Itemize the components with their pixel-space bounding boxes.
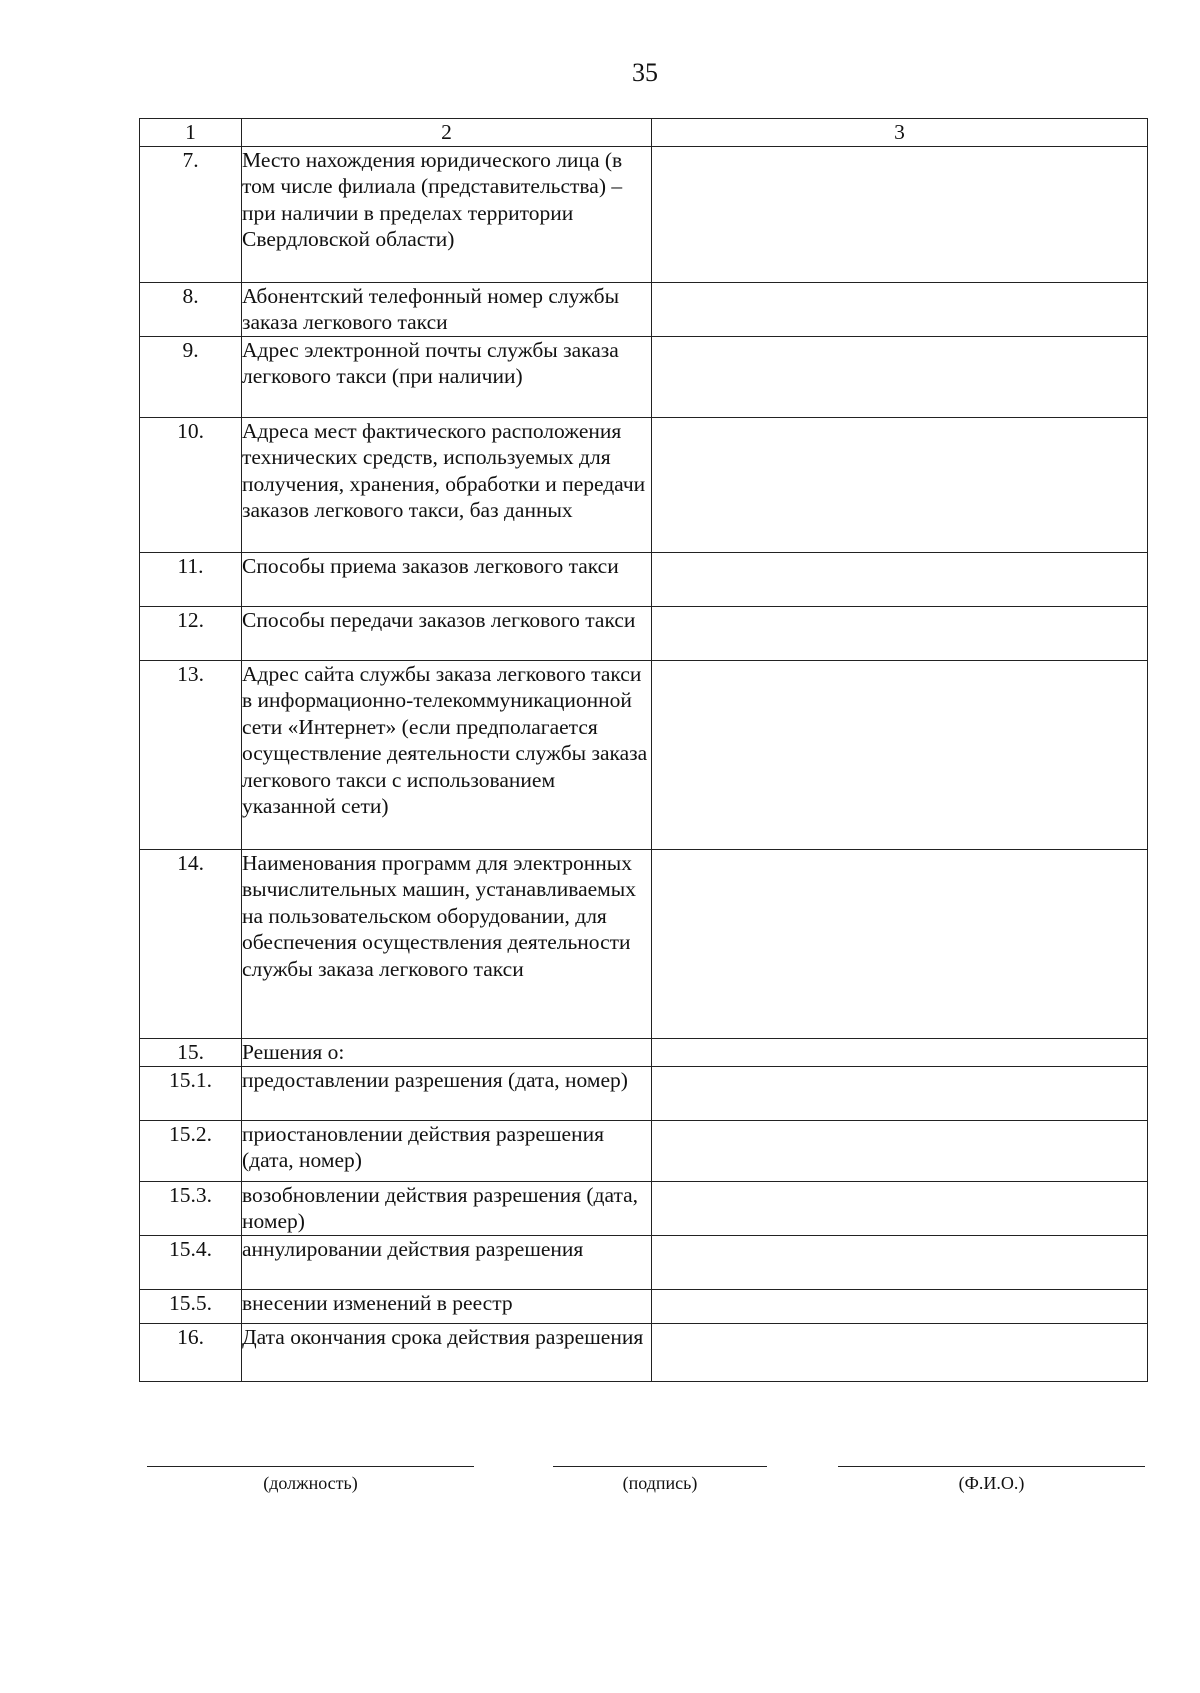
signature-block	[0, 1466, 1200, 1526]
row-number: 9.	[140, 336, 242, 417]
row-value	[652, 552, 1148, 606]
row-label: Адрес электронной почты службы заказа легкового такси (при наличии)	[242, 336, 652, 417]
table-row	[140, 552, 1148, 606]
row-number: 15.	[140, 1038, 242, 1066]
row-label: Решения о:	[242, 1038, 652, 1066]
table-row	[140, 1235, 1148, 1289]
registry-table	[139, 118, 1148, 1382]
row-value	[652, 1066, 1148, 1120]
signature-line: (подпись)	[553, 1466, 767, 1494]
row-value	[652, 282, 1148, 336]
row-number: 15.5.	[140, 1289, 242, 1323]
row-number: 14.	[140, 849, 242, 1038]
table-header-row	[140, 119, 1148, 147]
table-row	[140, 849, 1148, 1038]
column-header-2: 2	[242, 119, 652, 147]
row-label: Место нахождения юридического лица (в том числе филиала (представительства) – при наличии в пределах территории Свердловской области)	[242, 146, 652, 282]
row-number: 16.	[140, 1323, 242, 1381]
row-label: приостановлении действия разрешения (дата, номер)	[242, 1120, 652, 1181]
row-label: внесении изменений в реестр	[242, 1289, 652, 1323]
row-value	[652, 1323, 1148, 1381]
table-row	[140, 1066, 1148, 1120]
row-number: 15.3.	[140, 1181, 242, 1235]
table-row	[140, 1181, 1148, 1235]
row-number: 13.	[140, 660, 242, 849]
row-value	[652, 146, 1148, 282]
row-value	[652, 1120, 1148, 1181]
row-number: 10.	[140, 417, 242, 552]
row-number: 12.	[140, 606, 242, 660]
row-number: 7.	[140, 146, 242, 282]
row-value	[652, 1181, 1148, 1235]
row-label: Абонентский телефонный номер службы заказа легкового такси	[242, 282, 652, 336]
table-row	[140, 146, 1148, 282]
full-name-signature-line: (Ф.И.О.)	[838, 1466, 1145, 1494]
table-row	[140, 1289, 1148, 1323]
position-signature-line: (должность)	[147, 1466, 474, 1494]
table-row	[140, 417, 1148, 552]
row-value	[652, 417, 1148, 552]
row-number: 11.	[140, 552, 242, 606]
row-label: Дата окончания срока действия разрешения	[242, 1323, 652, 1381]
row-value	[652, 1235, 1148, 1289]
row-number: 15.2.	[140, 1120, 242, 1181]
row-label: Способы приема заказов легкового такси	[242, 552, 652, 606]
table-row	[140, 606, 1148, 660]
row-value	[652, 849, 1148, 1038]
row-label: Адреса мест фактического расположения технических средств, используемых для получения, хранения, обработки и передачи заказов легкового такси, баз данных	[242, 417, 652, 552]
row-label: Адрес сайта службы заказа легкового такси в информационно-телекоммуникационной сети «Интернет» (если предполагается осуществление деятельности службы заказа легкового такси с использованием указанной сети)	[242, 660, 652, 849]
page-number: 35	[632, 58, 658, 87]
row-label: возобновлении действия разрешения (дата, номер)	[242, 1181, 652, 1235]
table-row	[140, 660, 1148, 849]
table-row	[140, 1038, 1148, 1066]
table-row	[140, 1323, 1148, 1381]
row-label: Наименования программ для электронных вычислительных машин, устанавливаемых на пользовательском оборудовании, для обеспечения осуществления деятельности службы заказа легкового такси	[242, 849, 652, 1038]
row-value	[652, 660, 1148, 849]
row-value	[652, 1038, 1148, 1066]
row-value	[652, 1289, 1148, 1323]
row-number: 15.1.	[140, 1066, 242, 1120]
row-number: 8.	[140, 282, 242, 336]
row-value	[652, 606, 1148, 660]
row-label: Способы передачи заказов легкового такси	[242, 606, 652, 660]
table-row	[140, 336, 1148, 417]
row-value	[652, 336, 1148, 417]
row-number: 15.4.	[140, 1235, 242, 1289]
column-header-3: 3	[652, 119, 1148, 147]
column-header-1: 1	[140, 119, 242, 147]
table-row	[140, 1120, 1148, 1181]
row-label: предоставлении разрешения (дата, номер)	[242, 1066, 652, 1120]
row-label: аннулировании действия разрешения	[242, 1235, 652, 1289]
table-row	[140, 282, 1148, 336]
